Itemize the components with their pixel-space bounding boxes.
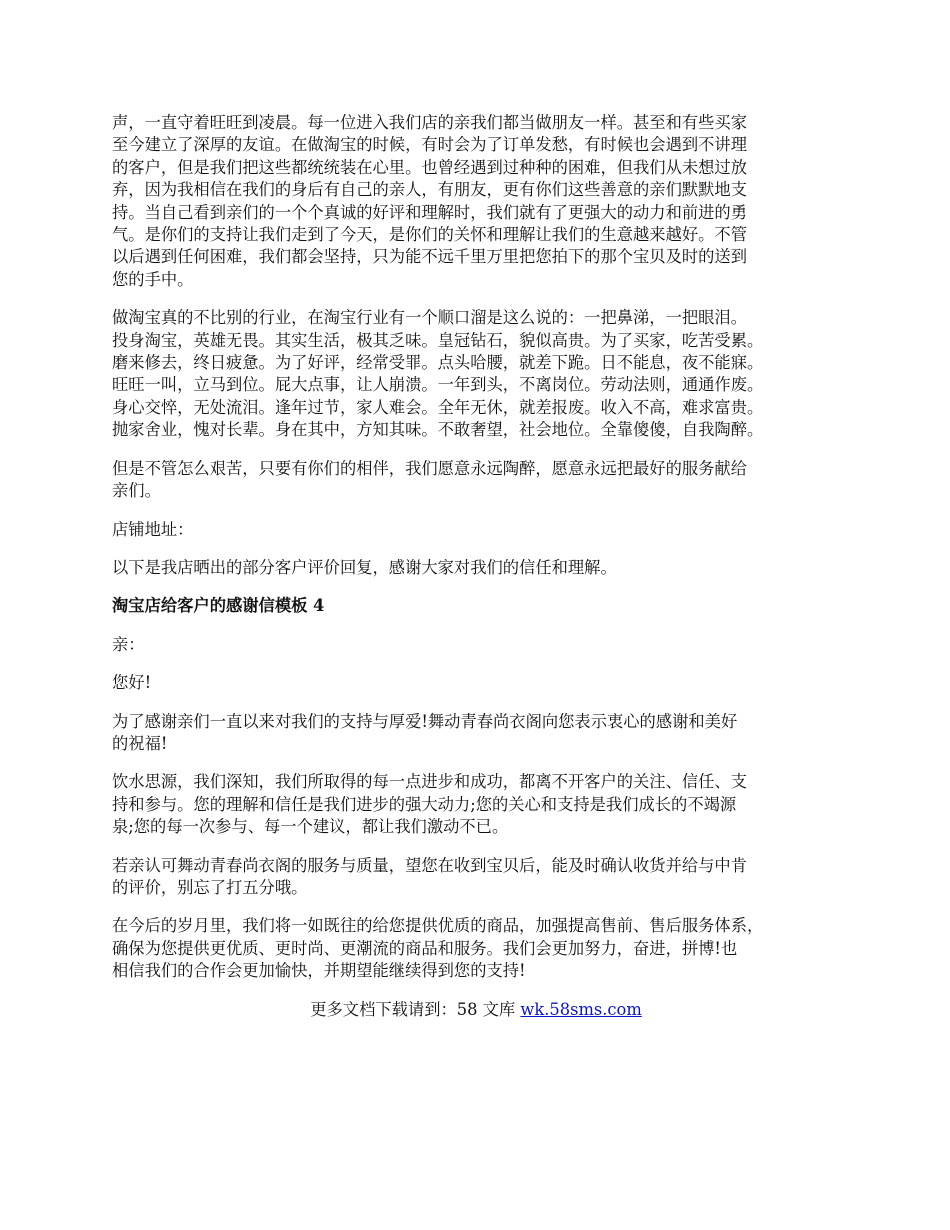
footer-link[interactable]: wk.58sms.com xyxy=(520,999,642,1019)
paragraph-line: 至今建立了深厚的友谊。在做淘宝的时候，有时会为了订单发愁，有时候也会遇到不讲理 xyxy=(112,135,747,155)
document-body-part-1 xyxy=(112,112,852,579)
paragraph-line: 以后遇到任何困难，我们都会坚持，只为能不远千里万里把您拍下的那个宝贝及时的送到 xyxy=(112,247,747,267)
paragraph xyxy=(112,672,852,694)
paragraph-line: 在今后的岁月里，我们将一如既往的给您提供优质的商品，加强提高售前、售后服务体系， xyxy=(112,916,764,936)
paragraph-line: 为了感谢亲们一直以来对我们的支持与厚爱!舞动青春尚衣阁向您表示衷心的感谢和美好 xyxy=(112,711,738,731)
paragraph-line: 旺旺一叫，立马到位。屁大点事，让人崩溃。一年到头，不离岗位。劳动法则，通通作废。 xyxy=(112,375,764,395)
paragraph xyxy=(112,307,852,441)
section-heading: 淘宝店给客户的感谢信模板 4 xyxy=(112,596,325,616)
paragraph xyxy=(112,634,852,656)
paragraph-line: 投身淘宝，英雄无畏。其实生活，极其乏味。皇冠钻石，貌似高贵。为了买家，吃苦受累。 xyxy=(112,330,764,350)
document-body-part-2 xyxy=(112,634,852,983)
paragraph-line: 磨来修去，终日疲惫。为了好评，经常受罪。点头哈腰，就差下跪。日不能息，夜不能寐。 xyxy=(112,353,764,373)
paragraph-line: 身心交悴，无处流泪。逢年过节，家人难会。全年无休，就差报废。收入不高，难求富贵。 xyxy=(112,397,764,417)
paragraph xyxy=(112,557,852,579)
footer xyxy=(112,999,852,1021)
paragraph-line: 的祝福! xyxy=(112,733,168,753)
paragraph-line: 持和参与。您的理解和信任是我们进步的强大动力;您的关心和支持是我们成长的不竭源 xyxy=(112,794,737,814)
paragraph-line: 弃，因为我相信在我们的身后有自己的亲人，有朋友，更有你们这些善意的亲们默默地支 xyxy=(112,180,747,200)
paragraph-line: 亲们。 xyxy=(112,481,161,501)
paragraph xyxy=(112,915,852,982)
paragraph-line: 抛家舍业，愧对长辈。身在其中，方知其味。不敢奢望，社会地位。全靠傻傻，自我陶醉。 xyxy=(112,420,764,440)
paragraph-line: 亲： xyxy=(112,634,145,654)
paragraph xyxy=(112,711,852,756)
paragraph-line: 您好! xyxy=(112,673,152,693)
paragraph-line: 以下是我店晒出的部分客户评价回复，感谢大家对我们的信任和理解。 xyxy=(112,557,617,577)
paragraph xyxy=(112,771,852,838)
document-page xyxy=(112,112,852,1021)
paragraph-line: 若亲认可舞动青春尚衣阁的服务与质量，望您在收到宝贝后，能及时确认收货并给与中肯 xyxy=(112,855,747,875)
paragraph xyxy=(112,519,852,541)
footer-prefix: 更多文档下载请到：58 文库 xyxy=(310,999,521,1019)
paragraph-line: 的评价，别忘了打五分哦。 xyxy=(112,877,308,897)
paragraph-line: 店铺地址： xyxy=(112,519,194,539)
paragraph-line: 做淘宝真的不比别的行业，在淘宝行业有一个顺口溜是这么说的：一把鼻涕，一把眼泪。 xyxy=(112,308,747,328)
paragraph-line: 但是不管怎么艰苦，只要有你们的相伴，我们愿意永远陶醉，愿意永远把最好的服务献给 xyxy=(112,458,747,478)
paragraph xyxy=(112,855,852,900)
paragraph-line: 持。当自己看到亲们的一个个真诚的好评和理解时，我们就有了更强大的动力和前进的勇 xyxy=(112,202,747,222)
paragraph xyxy=(112,458,852,503)
paragraph-line: 相信我们的合作会更加愉快，并期望能继续得到您的支持! xyxy=(112,961,526,981)
paragraph xyxy=(112,112,852,291)
paragraph-line: 的客户，但是我们把这些都统统装在心里。也曾经遇到过种种的困难，但我们从未想过放 xyxy=(112,157,747,177)
paragraph-line: 声，一直守着旺旺到凌晨。每一位进入我们店的亲我们都当做朋友一样。甚至和有些买家 xyxy=(112,113,747,132)
paragraph-line: 气。是你们的支持让我们走到了今天，是你们的关怀和理解让我们的生意越来越好。不管 xyxy=(112,225,747,245)
paragraph-line: 确保为您提供更优质、更时尚、更潮流的商品和服务。我们会更加努力，奋进，拼博!也 xyxy=(112,938,738,958)
paragraph-line: 您的手中。 xyxy=(112,269,194,289)
paragraph-line: 饮水思源，我们深知，我们所取得的每一点进步和成功，都离不开客户的关注、信任、支 xyxy=(112,772,747,792)
paragraph-line: 泉;您的每一次参与、每一个建议，都让我们激动不已。 xyxy=(112,817,509,837)
